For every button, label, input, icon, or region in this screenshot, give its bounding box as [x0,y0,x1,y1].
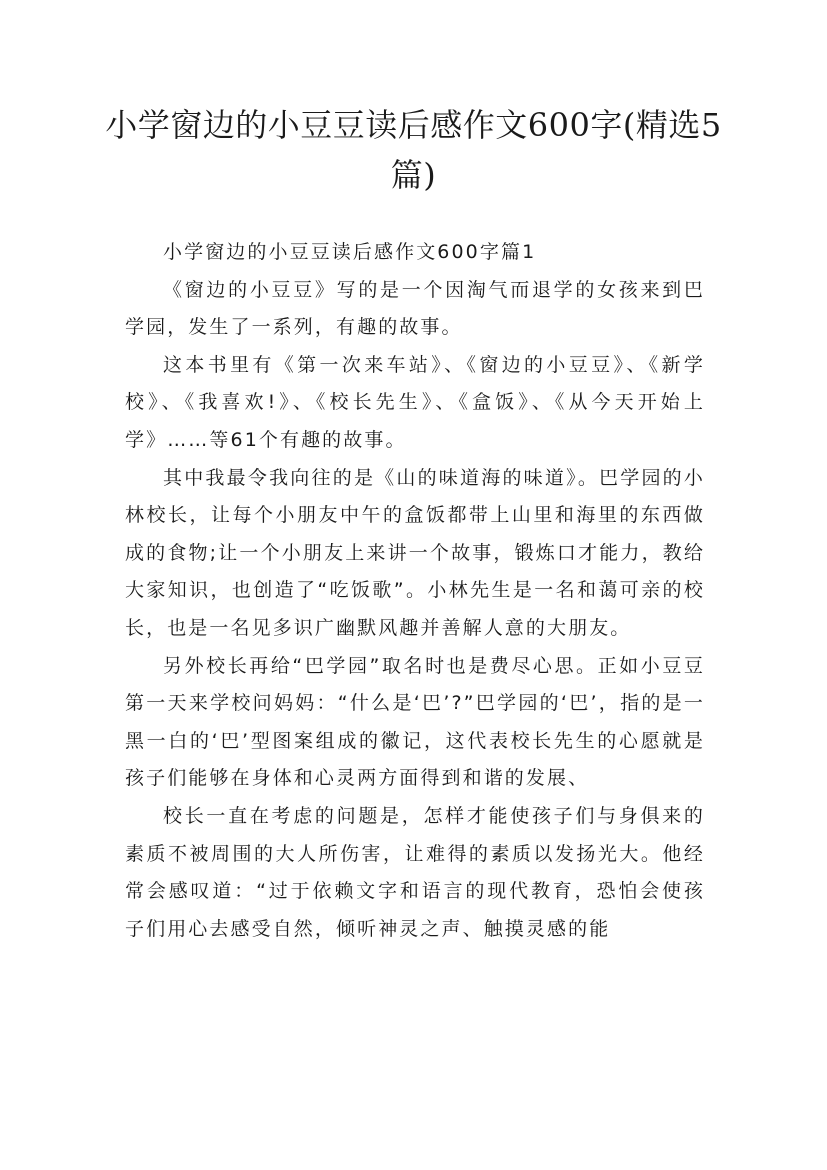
document-title: 小学窗边的小豆豆读后感作文600字(精选5篇) [105,106,722,194]
paragraph-subtitle: 小学窗边的小豆豆读后感作文600字篇1 [163,241,537,263]
document-body [125,234,705,948]
paragraph: 另外校长再给“巴学园”取名时也是费尽心思。正如小豆豆第一天来学校问妈妈：“什么是‘巴’?”巴学园的‘巴’，指的是一黑一白的‘巴’型图案组成的徽记，这代表校长先生的心愿就是孩子们能够在身体和心灵两方面得到和谐的发展、 [125,654,705,790]
paragraph: 校长一直在考虑的问题是，怎样才能使孩子们与身俱来的素质不被周围的大人所伤害，让难得的素质以发扬光大。他经常会感叹道：“过于依赖文字和语言的现代教育，恐怕会使孩子们用心去感受自然，倾听神灵之声、触摸灵感的能 [125,804,705,940]
paragraph: 这本书里有《第一次来车站》、《窗边的小豆豆》、《新学校》、《我喜欢!》、《校长先生》、《盒饭》、《从今天开始上学》……等61个有趣的故事。 [125,353,705,451]
paragraph: 《窗边的小豆豆》写的是一个因淘气而退学的女孩来到巴学园，发生了一系列，有趣的故事。 [125,278,705,339]
paragraph: 其中我最令我向往的是《山的味道海的味道》。巴学园的小林校长，让每个小朋友中午的盒饭都带上山里和海里的东西做成的食物;让一个小朋友上来讲一个故事，锻炼口才能力，教给大家知识，也创造了“吃饭歌”。小林先生是一名和蔼可亲的校长，也是一名见多识广幽默风趣并善解人意的大朋友。 [125,466,705,639]
